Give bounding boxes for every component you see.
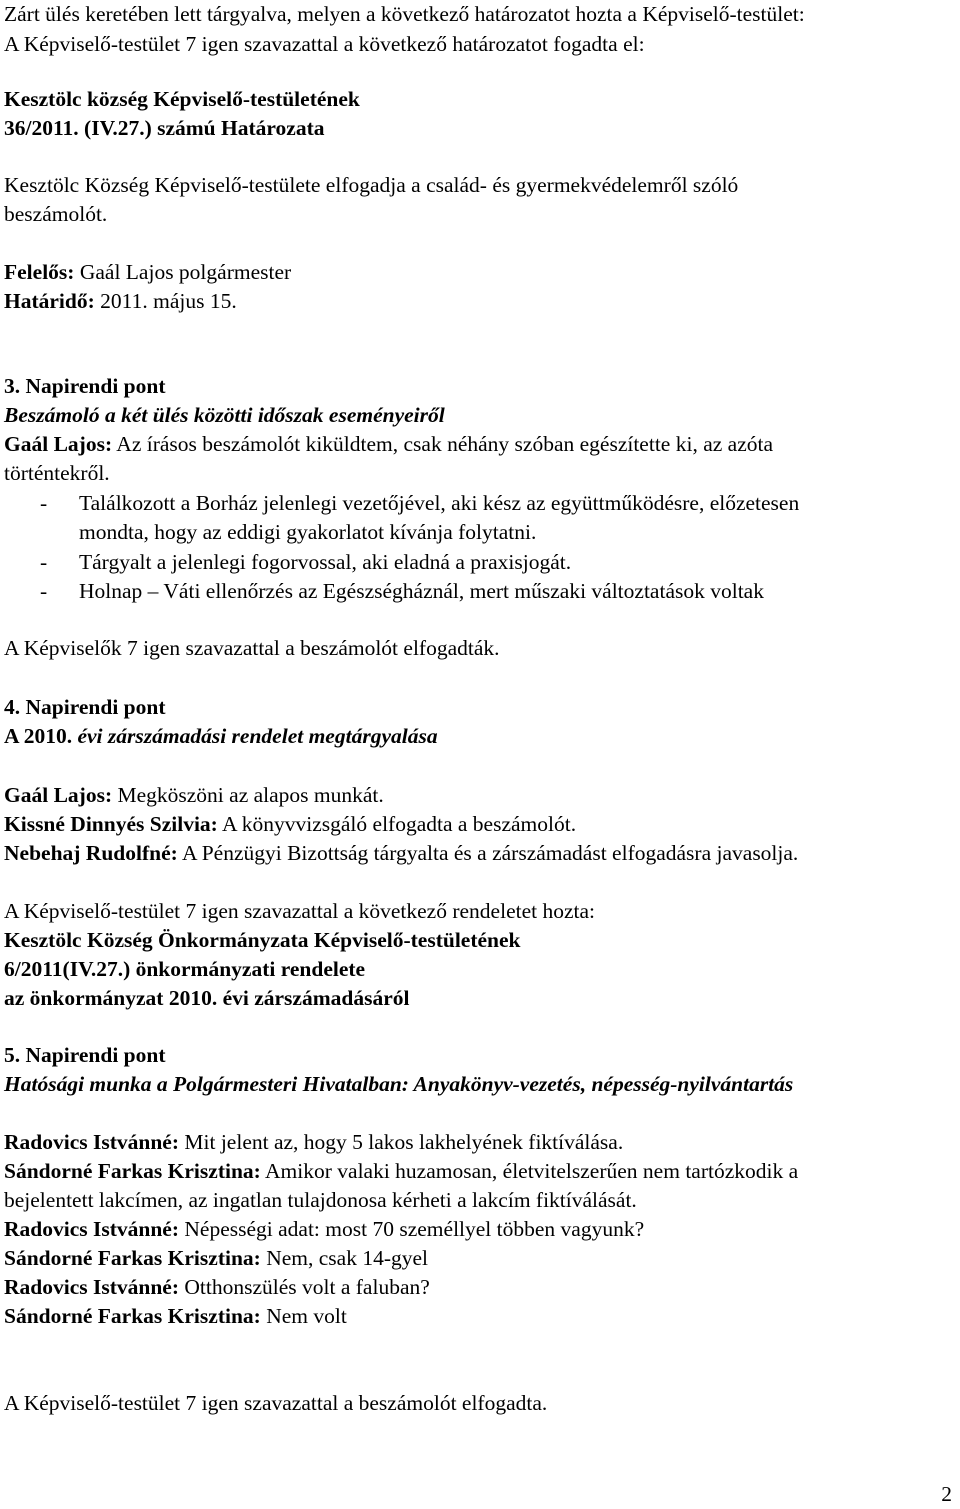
- dialogue-line-2-cont: bejelentett lakcímen, az ingatlan tulajdonosa kérheti a lakcím fiktíválását.: [4, 1188, 637, 1212]
- speaker-name: Nebehaj Rudolfné:: [4, 841, 178, 865]
- resolution-text-1: Kesztölc Község Képviselő-testülete elfogadja a család- és gyermekvédelemről szóló: [4, 173, 739, 197]
- deadline-label: Határidő:: [4, 289, 95, 313]
- speech-text: Megköszöni az alapos munkát.: [112, 783, 384, 807]
- page-number: 2: [941, 1482, 952, 1506]
- intro-line-1: Zárt ülés keretében lett tárgyalva, melyen a következő határozatot hozta a Képviselő-testület:: [4, 2, 805, 26]
- agenda-4-subtitle: [4, 722, 438, 751]
- deadline-value: 2011. május 15.: [94, 289, 237, 313]
- agenda-3-speech: [4, 430, 773, 459]
- intro-line-2: A Képviselő-testület 7 igen szavazattal a következő határozatot fogadta el:: [4, 32, 645, 56]
- bullet-text: mondta, hogy az eddigi gyakorlatot kívánja folytatni.: [79, 520, 537, 544]
- resolution-heading-2: 36/2011. (IV.27.) számú Határozata: [4, 116, 325, 140]
- speaker-name: Kissné Dinnyés Szilvia:: [4, 812, 218, 836]
- agenda-5-subtitle: Hatósági munka a Polgármesteri Hivatalban: Anyakönyv-vezetés, népesség-nyilvántartás: [4, 1072, 794, 1096]
- speech-text: Nem, csak 14-gyel: [260, 1246, 428, 1270]
- agenda-4-title: 4. Napirendi pont: [4, 695, 166, 719]
- agenda-4-speech-1: [4, 781, 384, 810]
- speech-text: A könyvvizsgáló elfogadta a beszámolót.: [217, 812, 577, 836]
- speech-text: Az írásos beszámolót kiküldtem, csak néhány szóban egészítette ki, az azóta: [112, 432, 774, 456]
- bullet-dash: -: [40, 550, 48, 574]
- agenda-3-speech-cont: történtekről.: [4, 461, 110, 485]
- speech-text: Népességi adat: most 70 személlyel többen vagyunk?: [179, 1217, 645, 1241]
- dialogue-line-4: [4, 1244, 428, 1273]
- bullet-text: Holnap – Váti ellenőrzés az Egészségháznál, mert műszaki változtatások voltak: [79, 579, 764, 603]
- speaker-name: Radovics Istvánné:: [4, 1275, 180, 1299]
- decree-title-1: Kesztölc Község Önkormányzata Képviselő-testületének: [4, 928, 521, 952]
- deadline-line: [4, 287, 237, 316]
- bullet-text: Tárgyalt a jelenlegi fogorvossal, aki eladná a praxisjogát.: [79, 550, 572, 574]
- agenda-4-vote: A Képviselő-testület 7 igen szavazattal a következő rendeletet hozta:: [4, 899, 596, 923]
- dialogue-line-1: [4, 1128, 623, 1157]
- agenda-4-speech-3: [4, 839, 798, 868]
- speaker-name: Sándorné Farkas Krisztina:: [4, 1304, 261, 1328]
- bullet-dash: -: [40, 491, 48, 515]
- speaker-name: Sándorné Farkas Krisztina:: [4, 1246, 261, 1270]
- speech-text: Mit jelent az, hogy 5 lakos lakhelyének fiktíválása.: [179, 1130, 624, 1154]
- speaker-name: Gaál Lajos:: [4, 783, 113, 807]
- bullet-text: Találkozott a Borház jelenlegi vezetőjével, aki kész az együttműködésre, előzetesen: [79, 491, 800, 515]
- responsible-value: Gaál Lajos polgármester: [74, 260, 292, 284]
- agenda-3-vote: A Képviselők 7 igen szavazattal a beszámolót elfogadták.: [4, 636, 500, 660]
- speech-text: Nem volt: [260, 1304, 347, 1328]
- agenda-3-title: 3. Napirendi pont: [4, 374, 166, 398]
- dialogue-line-5: [4, 1273, 430, 1302]
- speech-text: A Pénzügyi Bizottság tárgyalta és a zárszámadást elfogadásra javasolja.: [177, 841, 799, 865]
- decree-title-3: az önkormányzat 2010. évi zárszámadásáról: [4, 986, 410, 1010]
- speaker-name: Sándorné Farkas Krisztina:: [4, 1159, 261, 1183]
- speaker-name: Radovics Istvánné:: [4, 1217, 180, 1241]
- speaker-name: Radovics Istvánné:: [4, 1130, 180, 1154]
- dialogue-line-3: [4, 1215, 644, 1244]
- resolution-text-2: beszámolót.: [4, 202, 108, 226]
- subtitle-prefix: A 2010.: [4, 724, 78, 748]
- dialogue-line-6: [4, 1302, 347, 1331]
- responsible-label: Felelős:: [4, 260, 75, 284]
- subtitle-main: évi zárszámadási rendelet megtárgyalása: [77, 724, 438, 748]
- responsible-line: [4, 258, 291, 287]
- agenda-5-vote: A Képviselő-testület 7 igen szavazattal a beszámolót elfogadta.: [4, 1391, 548, 1415]
- decree-title-2: 6/2011(IV.27.) önkormányzati rendelete: [4, 957, 366, 981]
- agenda-4-speech-2: [4, 810, 576, 839]
- dialogue-line-2: [4, 1157, 798, 1186]
- bullet-dash: -: [40, 579, 48, 603]
- speaker-name: Gaál Lajos:: [4, 432, 113, 456]
- resolution-heading-1: Kesztölc község Képviselő-testületének: [4, 87, 360, 111]
- agenda-5-title: 5. Napirendi pont: [4, 1043, 166, 1067]
- speech-text: Otthonszülés volt a faluban?: [179, 1275, 430, 1299]
- speech-text: Amikor valaki huzamosan, életvitelszerűen nem tartózkodik a: [260, 1159, 799, 1183]
- agenda-3-subtitle: Beszámoló a két ülés közötti időszak eseményeiről: [4, 403, 445, 427]
